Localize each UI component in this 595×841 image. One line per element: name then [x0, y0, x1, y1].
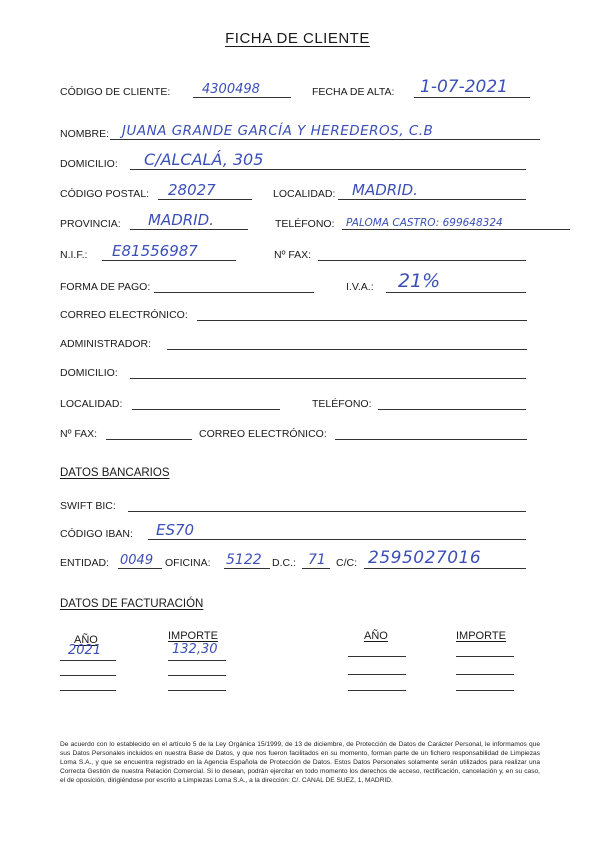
- billing-year-1: 2021: [68, 643, 102, 658]
- billing-line: [348, 674, 406, 675]
- row-nif: [60, 242, 540, 263]
- admin-phone-label: TELÉFONO:: [312, 398, 372, 410]
- iban-label: CÓDIGO IBAN:: [60, 528, 133, 540]
- bank-office-value: 5122: [226, 552, 262, 568]
- form-title-text: FICHA DE CLIENTE: [225, 30, 370, 47]
- signup-date-label: FECHA DE ALTA:: [312, 86, 395, 98]
- row-swift: [60, 496, 540, 514]
- payment-label: FORMA DE PAGO:: [60, 281, 151, 293]
- admin-city-line: [132, 409, 280, 410]
- bank-cc-value: 2595027016: [368, 548, 482, 568]
- swift-line: [128, 511, 526, 512]
- admin-label: ADMINISTRADOR:: [60, 338, 152, 350]
- billing-line: [456, 674, 514, 675]
- admin-fax-label: Nº FAX:: [60, 428, 98, 440]
- billing-line: [348, 690, 406, 691]
- row-admin: [60, 334, 540, 352]
- address-line: [130, 169, 526, 170]
- phone-label: TELÉFONO:: [275, 218, 335, 230]
- nif-line: [102, 260, 236, 261]
- nif-value: E81556987: [112, 242, 198, 260]
- iban-value: ES70: [156, 521, 195, 539]
- billing-line: [60, 675, 116, 676]
- bank-office-label: OFICINA:: [165, 557, 211, 569]
- admin-address-line: [130, 378, 526, 379]
- billing-year-header-left: AÑO: [74, 634, 98, 646]
- postal-code-line: [158, 199, 252, 200]
- admin-email-line: [335, 439, 527, 440]
- payment-line: [154, 292, 314, 293]
- phone-value: PALOMA CASTRO: 699648324: [346, 217, 503, 229]
- billing-amount-1: 132,30: [172, 642, 218, 657]
- row-bank-account: [60, 548, 540, 571]
- postal-code-label: CÓDIGO POSTAL:: [60, 188, 150, 200]
- row-client-code: [60, 77, 540, 100]
- nif-label: N.I.F.:: [60, 249, 88, 261]
- client-code-line: [193, 97, 291, 98]
- admin-line: [167, 349, 527, 350]
- fax-line: [318, 260, 526, 261]
- row-postal: [60, 181, 540, 202]
- billing-heading: DATOS DE FACTURACIÓN: [60, 598, 204, 610]
- billing-line: [456, 690, 514, 691]
- billing-line: [348, 656, 406, 657]
- signup-date-value: 1-07-2021: [420, 77, 508, 97]
- vat-line: [386, 292, 526, 293]
- billing-line: [168, 675, 226, 676]
- fax-label: Nº FAX:: [274, 249, 312, 261]
- name-value: JUANA GRANDE GARCÍA Y HEREDEROS, C.B: [122, 123, 434, 139]
- billing-amount-header-right: IMPORTE: [456, 630, 506, 642]
- admin-email-label: CORREO ELECTRÓNICO:: [199, 428, 327, 440]
- signup-date-line: [414, 97, 530, 98]
- row-province: [60, 211, 540, 232]
- row-name: [60, 124, 540, 142]
- bank-dc-line: [302, 568, 330, 569]
- email-label: CORREO ELECTRÓNICO:: [60, 309, 188, 321]
- bank-office-line: [224, 568, 270, 569]
- admin-city-label: LOCALIDAD:: [60, 398, 123, 410]
- admin-address-label: DOMICILIO:: [60, 367, 118, 379]
- swift-label: SWIFT BIC:: [60, 500, 116, 512]
- row-admin-city: [60, 394, 540, 412]
- province-value: MADRID.: [148, 211, 214, 229]
- legal-notice: De acuerdo con lo establecido en el artículo 5 de la Ley Orgánica 15/1999, de 13 de diciembre, de Protección de Datos de Carácter Personal, le informamos que sus Datos Personales incluidos en nuestra Base de Datos, y que nos fueron facilitados en su momento, forman parte de un fichero responsabilidad de Limpiezas Loma S.A., y que se encuentra registrado en la Agencia Española de Protección de Datos. Estos Datos Personales solamente serán utilizados para realizar una Correcta Gestión de nuestra Relación Comercial. Si lo desean, podrán ejercitar en todo momento los derechos de acceso, rectificación, cancelación y, en su caso, el de oposición, dirigiéndose por escrito a Limpiezas Loma S.A., a la dirección: C/. CANAL DE SUEZ, 1, MADRID.: [60, 741, 540, 784]
- admin-fax-line: [106, 439, 192, 440]
- billing-line: [456, 656, 514, 657]
- address-label: DOMICILIO:: [60, 158, 118, 170]
- form-title: [0, 30, 595, 47]
- billing-line: [168, 660, 226, 661]
- admin-phone-line: [378, 409, 526, 410]
- province-label: PROVINCIA:: [60, 218, 121, 230]
- city-label: LOCALIDAD:: [273, 188, 336, 200]
- billing-line: [168, 690, 226, 691]
- billing-line: [60, 660, 116, 661]
- address-value: C/ALCALÁ, 305: [144, 150, 264, 169]
- row-admin-address: [60, 363, 540, 381]
- bank-cc-label: C/C:: [336, 557, 357, 569]
- postal-code-value: 28027: [168, 181, 216, 199]
- row-payment: [60, 270, 540, 295]
- bank-dc-label: D.C.:: [272, 557, 296, 569]
- city-value: MADRID.: [352, 181, 418, 199]
- billing-year-header-right: AÑO: [364, 630, 388, 642]
- bank-entity-line: [118, 568, 162, 569]
- iban-line: [148, 539, 526, 540]
- billing-amount-header-left: IMPORTE: [168, 630, 218, 642]
- name-label: NOMBRE:: [60, 128, 110, 140]
- client-code-value: 4300498: [202, 82, 260, 97]
- province-line: [130, 229, 248, 230]
- bank-entity-value: 0049: [120, 553, 154, 568]
- bank-entity-label: ENTIDAD:: [60, 557, 110, 569]
- row-admin-fax: [60, 424, 540, 442]
- billing-line: [60, 690, 116, 691]
- name-line: [110, 139, 540, 140]
- bank-cc-line: [364, 568, 526, 569]
- phone-line: [342, 229, 570, 230]
- city-line: [338, 199, 526, 200]
- client-code-label: CÓDIGO DE CLIENTE:: [60, 86, 171, 98]
- row-email: [60, 305, 540, 323]
- vat-value: 21%: [398, 270, 441, 292]
- bank-dc-value: 71: [308, 552, 326, 568]
- vat-label: I.V.A.:: [346, 281, 374, 293]
- email-line: [197, 320, 527, 321]
- row-iban: [60, 521, 540, 542]
- bank-heading: DATOS BANCARIOS: [60, 467, 170, 479]
- row-address: [60, 150, 540, 172]
